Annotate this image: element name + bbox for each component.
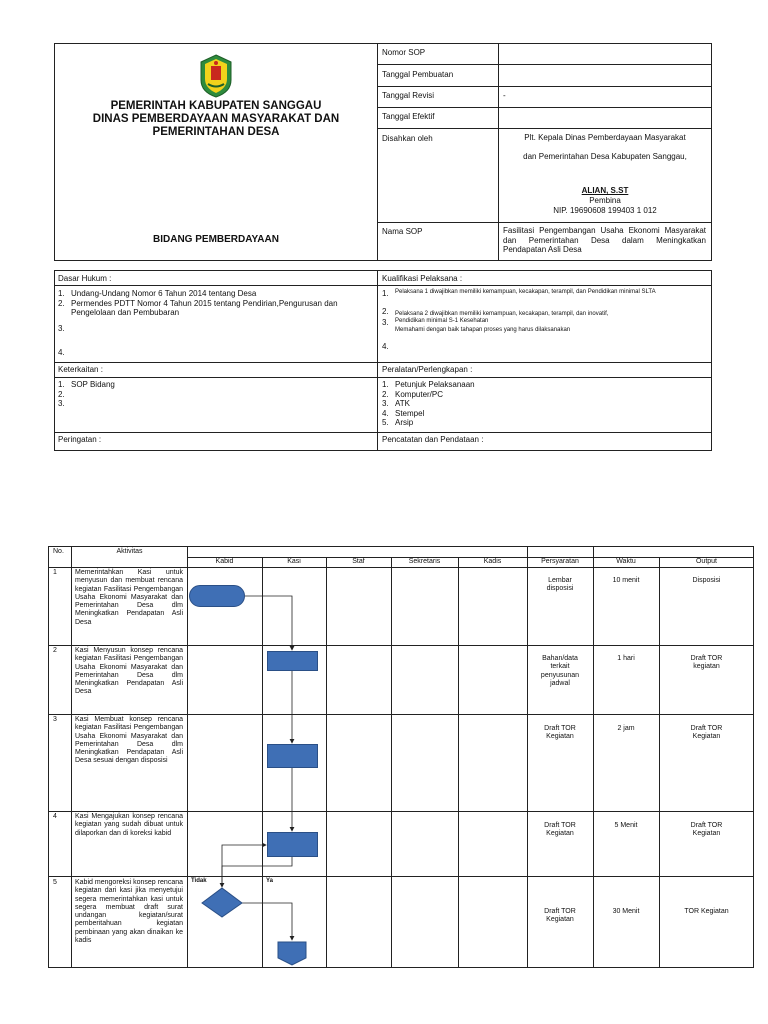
list-item: 4. (58, 348, 65, 357)
row-waktu: 10 menit (612, 577, 640, 584)
row-output: Draft TOR Kegiatan (690, 822, 723, 838)
col-header-sekretaris: Sekretaris (408, 558, 441, 565)
col-header-kasi: Kasi (287, 558, 301, 565)
col-header-aktivitas: Aktivitas (116, 548, 143, 555)
list-item: Memahami dengan baik tahapan proses yang harus dilaksanakan (395, 327, 571, 334)
row-no: 1 (53, 569, 57, 576)
row-output: Disposisi (692, 577, 721, 584)
peralatan-label: Peralatan/Perlengkapan : (382, 365, 473, 374)
row-aktivitas: Kasi Membuat konsep rencana kegiatan Fasilitasi Pengembangan Usaha Ekonomi Masyarakat dan Pemerintahan Desa dlm Meningkatkan Pendapatan Asli Desa sesuai dengan disposisi (75, 716, 183, 765)
row-aktivitas: Kasi Menyusun konsep rencana kegiatan Fasilitasi Pengembangan Usaha Ekonomi Masyarakat dan Pemerintahan Desa dlm Meningkatkan Pendapatan Asli Desa (75, 647, 183, 696)
col-header-persyaratan: Persyaratan (541, 558, 579, 565)
agency-title: PEMERINTAH KABUPATEN SANGGAU DINAS PEMBERDAYAAN MASYARAKAT DAN PEMERINTAHAN DESA (92, 100, 340, 138)
list-item: 5. Arsip (382, 418, 414, 427)
row-waktu: 1 hari (617, 655, 635, 662)
keterkaitan-label: Keterkaitan : (58, 365, 103, 374)
list-item: 1. Undang-Undang Nomor 6 Tahun 2014 tentang Desa (58, 289, 257, 298)
col-header-output: Output (695, 558, 717, 565)
row-aktivitas: Kabid mengoreksi konsep rencana kegiatan dari kasi jika menyetujui segera memerintahkan kasi untuk segera membuat draft surat undangan kegiatan/surat pemberitahuan kegiatan pembinaan yang akan dinaikan ke kadis (75, 879, 183, 945)
list-item: 1. Pelaksana 1 diwajibkan memiliki kemampuan, kecakapan, terampil, dan Pendidikan minimal SLTA (382, 289, 656, 298)
tanggal-efektif-label: Tanggal Efektif (382, 112, 435, 121)
tanggal-revisi-label: Tanggal Revisi (382, 91, 435, 100)
col-header-waktu: Waktu (616, 558, 636, 565)
list-item: 1. Petunjuk Pelaksanaan (382, 380, 475, 389)
approver-block: Plt. Kepala Dinas Pemberdayaan Masyarakat dan Pemerintahan Desa Kabupaten Sanggau, ALIAN, S.ST Pembina NIP. 19690608 199403 1 012 (500, 133, 710, 216)
row-persyaratan: Draft TOR Kegiatan (544, 908, 576, 924)
row-no: 2 (53, 647, 57, 654)
row-persyaratan: Bahan/data terkait penyusunan jadwal (540, 655, 580, 687)
list-item: 3. ATK (382, 399, 410, 408)
list-item: 2. Permendes PDTT Nomor 4 Tahun 2015 tentang Pendirian,Pengurusan dan Pengelolaan dan Pembubaran (58, 298, 338, 317)
row-aktivitas: Memerintahkan Kasi untuk menyusun dan membuat rencana kegiatan Fasilitasi Pengembangan Usaha Ekonomi Masyarakat dan Pemerintahan Desa dlm Meningkatkan Pendapatan Asli Desa (75, 569, 183, 626)
bidang-title: BIDANG PEMBERDAYAAN (153, 234, 279, 245)
list-item: 3. Pendidikan minimal S-1 Kesehatan (382, 317, 489, 327)
col-header-kabid: Kabid (215, 558, 234, 565)
list-item: 3. (58, 399, 65, 408)
nomor-sop-label: Nomor SOP (382, 48, 426, 57)
approver-name: ALIAN, S.ST (581, 186, 629, 195)
flow-offpage-connector (278, 942, 306, 965)
row-no: 5 (53, 879, 57, 886)
list-item: 2. Pelaksana 2 diwajibkan memiliki kemampuan, kecakapan, terampil, dan inovatif, (382, 306, 609, 317)
row-output: Draft TOR Kegiatan (690, 725, 723, 741)
row-output: TOR Kegiatan (684, 908, 729, 915)
kualifikasi-label: Kualifikasi Pelaksana : (382, 274, 463, 283)
tanggal-pembuatan-label: Tanggal Pembuatan (382, 70, 454, 79)
col-header-kadis: Kadis (483, 558, 502, 565)
disahkan-oleh-label: Disahkan oleh (382, 134, 433, 143)
flow-decision-diamond (202, 888, 242, 917)
col-header-no: No. (53, 548, 64, 555)
row-output: Draft TOR kegiatan (690, 655, 723, 671)
pencatatan-label: Pencatatan dan Pendataan : (382, 435, 484, 444)
row-no: 3 (53, 716, 57, 723)
tanggal-revisi-value: - (503, 91, 506, 100)
list-item: 4. (382, 341, 389, 351)
row-persyaratan: Lembar disposisi (546, 577, 574, 593)
nama-sop-label: Nama SOP (382, 227, 423, 236)
row-waktu: 2 jam (617, 725, 635, 732)
list-item: 2. Komputer/PC (382, 389, 444, 399)
peringatan-label: Peringatan : (58, 435, 102, 444)
col-header-staf: Staf (352, 558, 365, 565)
decision-yes-label: Ya (266, 878, 274, 884)
row-waktu: 5 Menit (614, 822, 638, 829)
decision-no-label: Tidak (191, 878, 207, 884)
row-aktivitas: Kasi Mengajukan konsep rencana kegiatan yang sudah dibuat untuk dilaporkan dan di koreksi kabid (75, 813, 183, 837)
row-no: 4 (53, 813, 57, 820)
row-persyaratan: Draft TOR Kegiatan (544, 822, 576, 838)
row-waktu: 30 Menit (612, 908, 640, 915)
row-persyaratan: Draft TOR Kegiatan (544, 725, 576, 741)
list-item: 4. Stempel (382, 408, 425, 418)
list-item: 3. (58, 323, 65, 333)
nama-sop-value: Fasilitasi Pengembangan Usaha Ekonomi Masyarakat dan Pemerintahan Desa dalam Meningkatkan Pendapatan Asli Desa (503, 226, 706, 254)
dasar-hukum-label: Dasar Hukum : (58, 274, 112, 283)
list-item: 2. (58, 389, 65, 399)
list-item: 1. SOP Bidang (58, 380, 115, 389)
